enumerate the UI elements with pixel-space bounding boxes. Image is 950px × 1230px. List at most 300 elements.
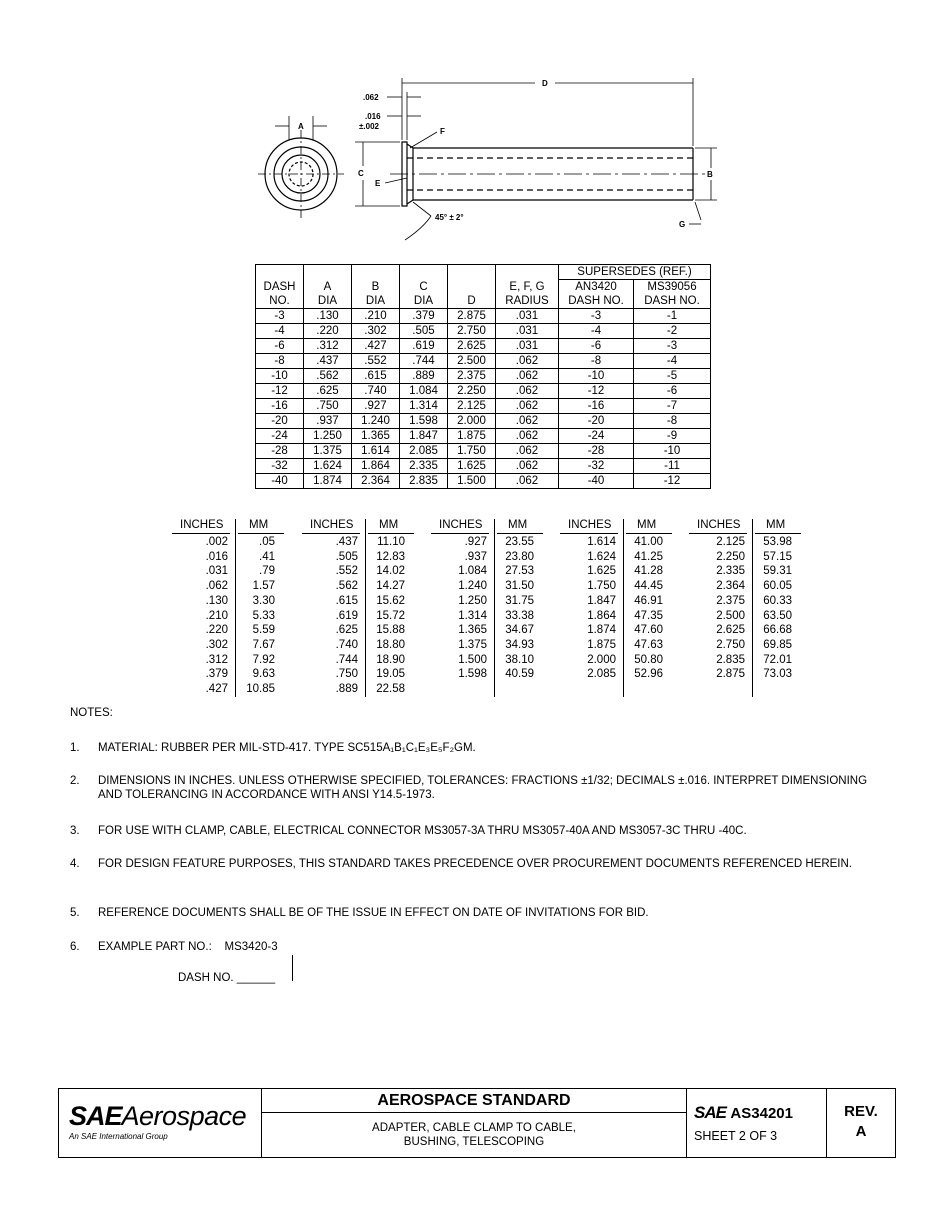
inches-value: .562 [335,580,358,593]
table-cell: .750 [304,399,352,414]
table-cell: -12 [559,384,634,399]
inches-value: 2.335 [716,565,745,578]
table-cell: .312 [304,339,352,354]
table-cell: 2.125 [448,399,496,414]
table-cell: -16 [559,399,634,414]
table-cell: -10 [634,444,711,459]
table-cell: -8 [256,354,304,369]
inches-value: .002 [205,536,228,548]
table-row [256,429,711,444]
inches-value: 1.375 [458,638,487,651]
doc-number-row [694,1103,793,1123]
inches-value: .619 [335,609,358,622]
table-cell: -10 [256,369,304,384]
inches-value: .927 [464,536,487,548]
table-cell: .740 [352,384,400,399]
dim-label-062: .062 [363,93,379,102]
doc-number: AS34201 [730,1105,793,1122]
mm-value: 31.50 [505,580,534,593]
inches-value: .062 [205,580,228,593]
dim-label-b: B [707,170,713,179]
dim-label-e: E [375,179,381,188]
col-subheader-a: DIA [304,294,352,309]
table-cell: 2.750 [448,324,496,339]
inches-value: .750 [335,668,358,681]
inches-value: 1.750 [587,580,616,593]
mm-value: 15.62 [376,594,405,607]
bushing-drawing [255,70,725,255]
header-rule [172,533,230,534]
inches-value: .437 [335,536,358,548]
table-cell: .062 [496,459,559,474]
inches-value: 1.240 [458,580,487,593]
table-cell: .062 [496,369,559,384]
logo-aerospace: Aerospace [121,1101,247,1131]
mm-value: 18.80 [376,638,405,651]
table-cell: .062 [496,474,559,489]
mm-column [491,535,534,682]
note-number: 1. [70,742,80,754]
inches-value: 1.084 [458,565,487,578]
mm-value: 73.03 [763,668,792,681]
note-number: 6. [70,941,80,953]
col-header-ms39056: MS39056 [634,280,711,295]
doc-sae-logo: SAE [694,1103,726,1122]
col-subheader-radius: RADIUS [496,294,559,309]
description-line-2: BUSHING, TELESCOPING [403,1136,545,1148]
inches-value: 2.000 [587,653,616,666]
mm-value: 18.90 [376,653,405,666]
mm-value: 15.88 [376,624,405,637]
mm-value: 34.93 [505,638,534,651]
table-cell: .619 [400,339,448,354]
mm-value: 47.35 [634,609,663,622]
table-cell: -8 [634,414,711,429]
table-cell: .031 [496,309,559,324]
notes-title: NOTES: [70,707,113,719]
table-cell: .562 [304,369,352,384]
mm-value: 41.25 [634,550,663,563]
inches-value: 1.614 [587,536,616,548]
dim-label-016: .016 [365,112,381,121]
col-header-dash: DASH [256,280,304,295]
table-cell: .062 [496,354,559,369]
mm-value: 14.02 [376,565,405,578]
inches-value: 1.500 [458,653,487,666]
conversion-mm-header: MM [637,519,657,531]
dash-no-label: DASH NO. ______ [178,972,276,984]
table-cell: -11 [634,459,711,474]
table-cell: -32 [256,459,304,474]
col-subheader-d: D [448,294,496,309]
table-cell: .552 [352,354,400,369]
mm-value: 14.27 [376,580,405,593]
description-line-1: ADAPTER, CABLE CLAMP TO CABLE, [372,1122,576,1134]
table-cell: -16 [256,399,304,414]
inches-value: .130 [205,594,228,607]
table-cell: .062 [496,384,559,399]
mm-value: 60.33 [763,594,792,607]
header-rule [368,533,414,534]
dim-label-angle: 45° ± 2° [435,213,464,222]
table-cell: .625 [304,384,352,399]
inches-value: .031 [205,565,228,578]
mm-value: 52.96 [634,668,663,681]
mm-value: 69.85 [763,638,792,651]
inches-value: 1.864 [587,609,616,622]
dash-no-leader [292,955,293,981]
note-number: 5. [70,907,80,919]
table-cell: 2.875 [448,309,496,324]
logo-tagline: An SAE International Group [69,1132,168,1141]
mm-value: 57.15 [763,550,792,563]
col-subheader-dash: NO. [256,294,304,309]
table-cell: 1.314 [400,399,448,414]
table-cell: -9 [634,429,711,444]
mm-value: 60.05 [763,580,792,593]
conversion-mm-header: MM [766,519,786,531]
table-cell: .937 [304,414,352,429]
dim-label-g: G [679,220,686,229]
inches-value: 1.625 [587,565,616,578]
table-cell: .744 [400,354,448,369]
note-text: FOR USE WITH CLAMP, CABLE, ELECTRICAL CONNECTOR MS3057-3A THRU MS3057-40A AND MS3057-3C THRU -40C. [98,825,747,837]
table-cell: -20 [559,414,634,429]
table-cell: -12 [256,384,304,399]
table-cell: 1.500 [448,474,496,489]
inches-value: 2.250 [716,550,745,563]
table-cell: .302 [352,324,400,339]
inches-value: .312 [205,653,228,666]
mm-value: 5.59 [252,624,275,637]
header-rule [755,533,801,534]
table-cell: -4 [256,324,304,339]
table-row [256,369,711,384]
note-number: 4. [70,858,80,870]
note-number: 2. [70,775,80,787]
inches-value: 1.624 [587,550,616,563]
header-rule [689,533,747,534]
table-cell: 2.625 [448,339,496,354]
table-cell: 1.847 [400,429,448,444]
col-subheader-ms39056: DASH NO. [634,294,711,309]
inches-value: 1.365 [458,624,487,637]
conversion-mm-header: MM [379,519,399,531]
mm-value: 50.80 [634,653,663,666]
mm-value: 34.67 [505,624,534,637]
mm-value: .79 [259,565,275,578]
mm-value: 41.00 [634,536,663,548]
table-row [256,399,711,414]
conversion-mm-header: MM [249,519,269,531]
inches-value: 2.375 [716,594,745,607]
revision-cell [827,1089,895,1157]
sae-aerospace-logo [69,1101,246,1132]
col-header-d [448,280,496,295]
inches-column [172,535,228,697]
inches-value: 2.364 [716,580,745,593]
table-cell: 1.598 [400,414,448,429]
table-cell: 2.835 [400,474,448,489]
table-cell: -32 [559,459,634,474]
mm-value: 63.50 [763,609,792,622]
mm-value: 46.91 [634,594,663,607]
col-subheader-c: DIA [400,294,448,309]
mm-value: 7.67 [252,638,275,651]
table-cell: -3 [256,309,304,324]
dim-label-c: C [358,169,364,178]
table-cell: 2.250 [448,384,496,399]
dim-label-d: D [542,79,548,88]
inches-value: .744 [335,653,358,666]
inches-value: 2.625 [716,624,745,637]
table-cell: .062 [496,429,559,444]
rev-value: A [855,1123,867,1140]
logo-cell [59,1089,262,1157]
table-row [256,354,711,369]
mm-value: 59.31 [763,565,792,578]
supersedes-header: SUPERSEDES (REF.) [559,265,711,280]
mm-value: 10.85 [246,683,275,696]
mm-column [620,535,663,682]
col-header-b: B [352,280,400,295]
sheet-number: SHEET 2 OF 3 [694,1129,778,1143]
table-cell: 1.864 [352,459,400,474]
table-cell: 2.335 [400,459,448,474]
conversion-mm-header: MM [508,519,528,531]
mm-value: 53.98 [763,536,792,548]
mm-value: 47.60 [634,624,663,637]
note-number: 3. [70,825,80,837]
mm-value: 33.38 [505,609,534,622]
mm-value: 7.92 [252,653,275,666]
dim-label-tol: ±.002 [359,122,379,131]
inches-value: .740 [335,638,358,651]
table-cell: .210 [352,309,400,324]
table-cell: .615 [352,369,400,384]
col-subheader-b: DIA [352,294,400,309]
mm-column [362,535,405,697]
table-cell: -3 [559,309,634,324]
dimension-table [255,264,711,489]
inches-value: 2.085 [587,668,616,681]
header-rule [302,533,360,534]
mm-value: 5.33 [252,609,275,622]
table-cell: 1.250 [304,429,352,444]
mm-value: 41.28 [634,565,663,578]
table-cell: -4 [559,324,634,339]
table-cell: 1.614 [352,444,400,459]
table-cell: 1.625 [448,459,496,474]
table-cell: -12 [634,474,711,489]
table-cell: -24 [559,429,634,444]
doc-number-cell [687,1089,827,1157]
table-cell: 1.750 [448,444,496,459]
standard-title: AEROSPACE STANDARD [262,1089,686,1113]
table-cell: 1.875 [448,429,496,444]
table-cell: -2 [634,324,711,339]
inches-value: .937 [464,550,487,563]
table-cell: .031 [496,339,559,354]
table-cell: 2.375 [448,369,496,384]
title-cell [262,1089,687,1157]
mm-value: 9.63 [252,668,275,681]
col-header-c: C [400,280,448,295]
table-cell: -24 [256,429,304,444]
rev-label: REV. [844,1103,878,1120]
mm-value: 44.45 [634,580,663,593]
mm-value: 15.72 [376,609,405,622]
table-cell: 1.375 [304,444,352,459]
table-cell: -6 [559,339,634,354]
mm-value: 1.57 [252,580,275,593]
header-rule [497,533,543,534]
table-row [256,339,711,354]
inches-column [560,535,616,682]
inches-value: 2.875 [716,668,745,681]
mm-column [232,535,275,697]
note-text: EXAMPLE PART NO.: MS3420-3 [98,941,278,953]
title-block [58,1088,896,1158]
conversion-inches-header: INCHES [310,519,354,531]
dim-label-a: A [298,122,304,131]
table-cell: -10 [559,369,634,384]
mm-value: .05 [259,536,275,548]
table-row [256,459,711,474]
table-cell: -6 [634,384,711,399]
table-cell: 2.500 [448,354,496,369]
inches-value: .016 [205,550,228,563]
mm-value: 22.58 [376,683,405,696]
col-header-an3420: AN3420 [559,280,634,295]
mm-value: 40.59 [505,668,534,681]
table-cell: .437 [304,354,352,369]
inches-value: .210 [205,609,228,622]
table-cell: -4 [634,354,711,369]
table-cell: .927 [352,399,400,414]
inches-value: 1.314 [458,609,487,622]
col-subheader-an3420: DASH NO. [559,294,634,309]
inches-value: .889 [335,683,358,696]
table-cell: .130 [304,309,352,324]
table-row [256,414,711,429]
mm-value: .41 [259,550,275,563]
conversion-inches-header: INCHES [180,519,224,531]
inches-value: 2.125 [716,536,745,548]
table-cell: .062 [496,444,559,459]
table-cell: -6 [256,339,304,354]
table-cell: .031 [496,324,559,339]
table-cell: -1 [634,309,711,324]
table-cell: .427 [352,339,400,354]
table-cell: 2.000 [448,414,496,429]
inches-value: .379 [205,668,228,681]
dim-label-f: F [440,127,445,136]
table-cell: -8 [559,354,634,369]
mm-value: 66.68 [763,624,792,637]
mm-value: 3.30 [252,594,275,607]
inches-value: .552 [335,565,358,578]
inches-value: .302 [205,638,228,651]
mm-value: 12.83 [376,550,405,563]
table-cell: .889 [400,369,448,384]
table-cell: .505 [400,324,448,339]
table-cell: 2.085 [400,444,448,459]
header-rule [560,533,618,534]
table-cell: .379 [400,309,448,324]
mm-value: 11.10 [377,536,405,548]
inches-column [431,535,487,682]
table-row [256,384,711,399]
mm-column [749,535,792,682]
note-text: REFERENCE DOCUMENTS SHALL BE OF THE ISSUE IN EFFECT ON DATE OF INVITATIONS FOR BID. [98,907,649,919]
table-cell: 2.364 [352,474,400,489]
table-cell: -40 [559,474,634,489]
inches-value: 1.875 [587,638,616,651]
inches-value: 1.598 [458,668,487,681]
table-cell: -3 [634,339,711,354]
col-header-a: A [304,280,352,295]
table-cell: -28 [559,444,634,459]
inches-value: 2.750 [716,638,745,651]
inches-value: 1.874 [587,624,616,637]
mm-value: 19.05 [376,668,405,681]
header-rule [238,533,284,534]
header-rule [431,533,489,534]
inches-column [689,535,745,682]
table-cell: -7 [634,399,711,414]
table-cell: 1.874 [304,474,352,489]
col-header-radius: E, F, G [496,280,559,295]
table-cell: .062 [496,399,559,414]
table-row [256,474,711,489]
note-text: FOR DESIGN FEATURE PURPOSES, THIS STANDARD TAKES PRECEDENCE OVER PROCUREMENT DOCUMENTS REFERENCED HEREIN. [98,858,852,870]
note-text: DIMENSIONS IN INCHES. UNLESS OTHERWISE SPECIFIED, TOLERANCES: FRACTIONS ±1/32; DECIMALS ±.016. INTERPRET DIMENSIONING AND TOLERANCING IN ACCORDANCE WITH ANSI Y14.5-1973. [98,775,868,801]
table-row [256,309,711,324]
mm-value: 72.01 [763,653,792,666]
inches-value: .615 [335,594,358,607]
mm-value: 23.55 [505,536,534,548]
mm-value: 27.53 [505,565,534,578]
inches-value: .505 [335,550,358,563]
inches-column [302,535,358,697]
table-cell: 1.624 [304,459,352,474]
conversion-inches-header: INCHES [697,519,741,531]
inches-value: 1.847 [587,594,616,607]
table-cell: 1.240 [352,414,400,429]
table-row [256,324,711,339]
inches-value: .625 [335,624,358,637]
table-cell: .062 [496,414,559,429]
mm-value: 23.80 [505,550,534,563]
table-cell: -20 [256,414,304,429]
table-row [256,444,711,459]
header-rule [626,533,672,534]
table-cell: -40 [256,474,304,489]
conversion-inches-header: INCHES [568,519,612,531]
table-cell: .220 [304,324,352,339]
conversion-inches-header: INCHES [439,519,483,531]
inches-value: .220 [205,624,228,637]
inches-value: .427 [205,683,228,696]
mm-value: 38.10 [505,653,534,666]
inches-value: 2.500 [716,609,745,622]
table-cell: -5 [634,369,711,384]
logo-sae: SAE [69,1101,122,1131]
table-cell: 1.084 [400,384,448,399]
mm-value: 47.63 [634,638,663,651]
inches-value: 1.250 [458,594,487,607]
